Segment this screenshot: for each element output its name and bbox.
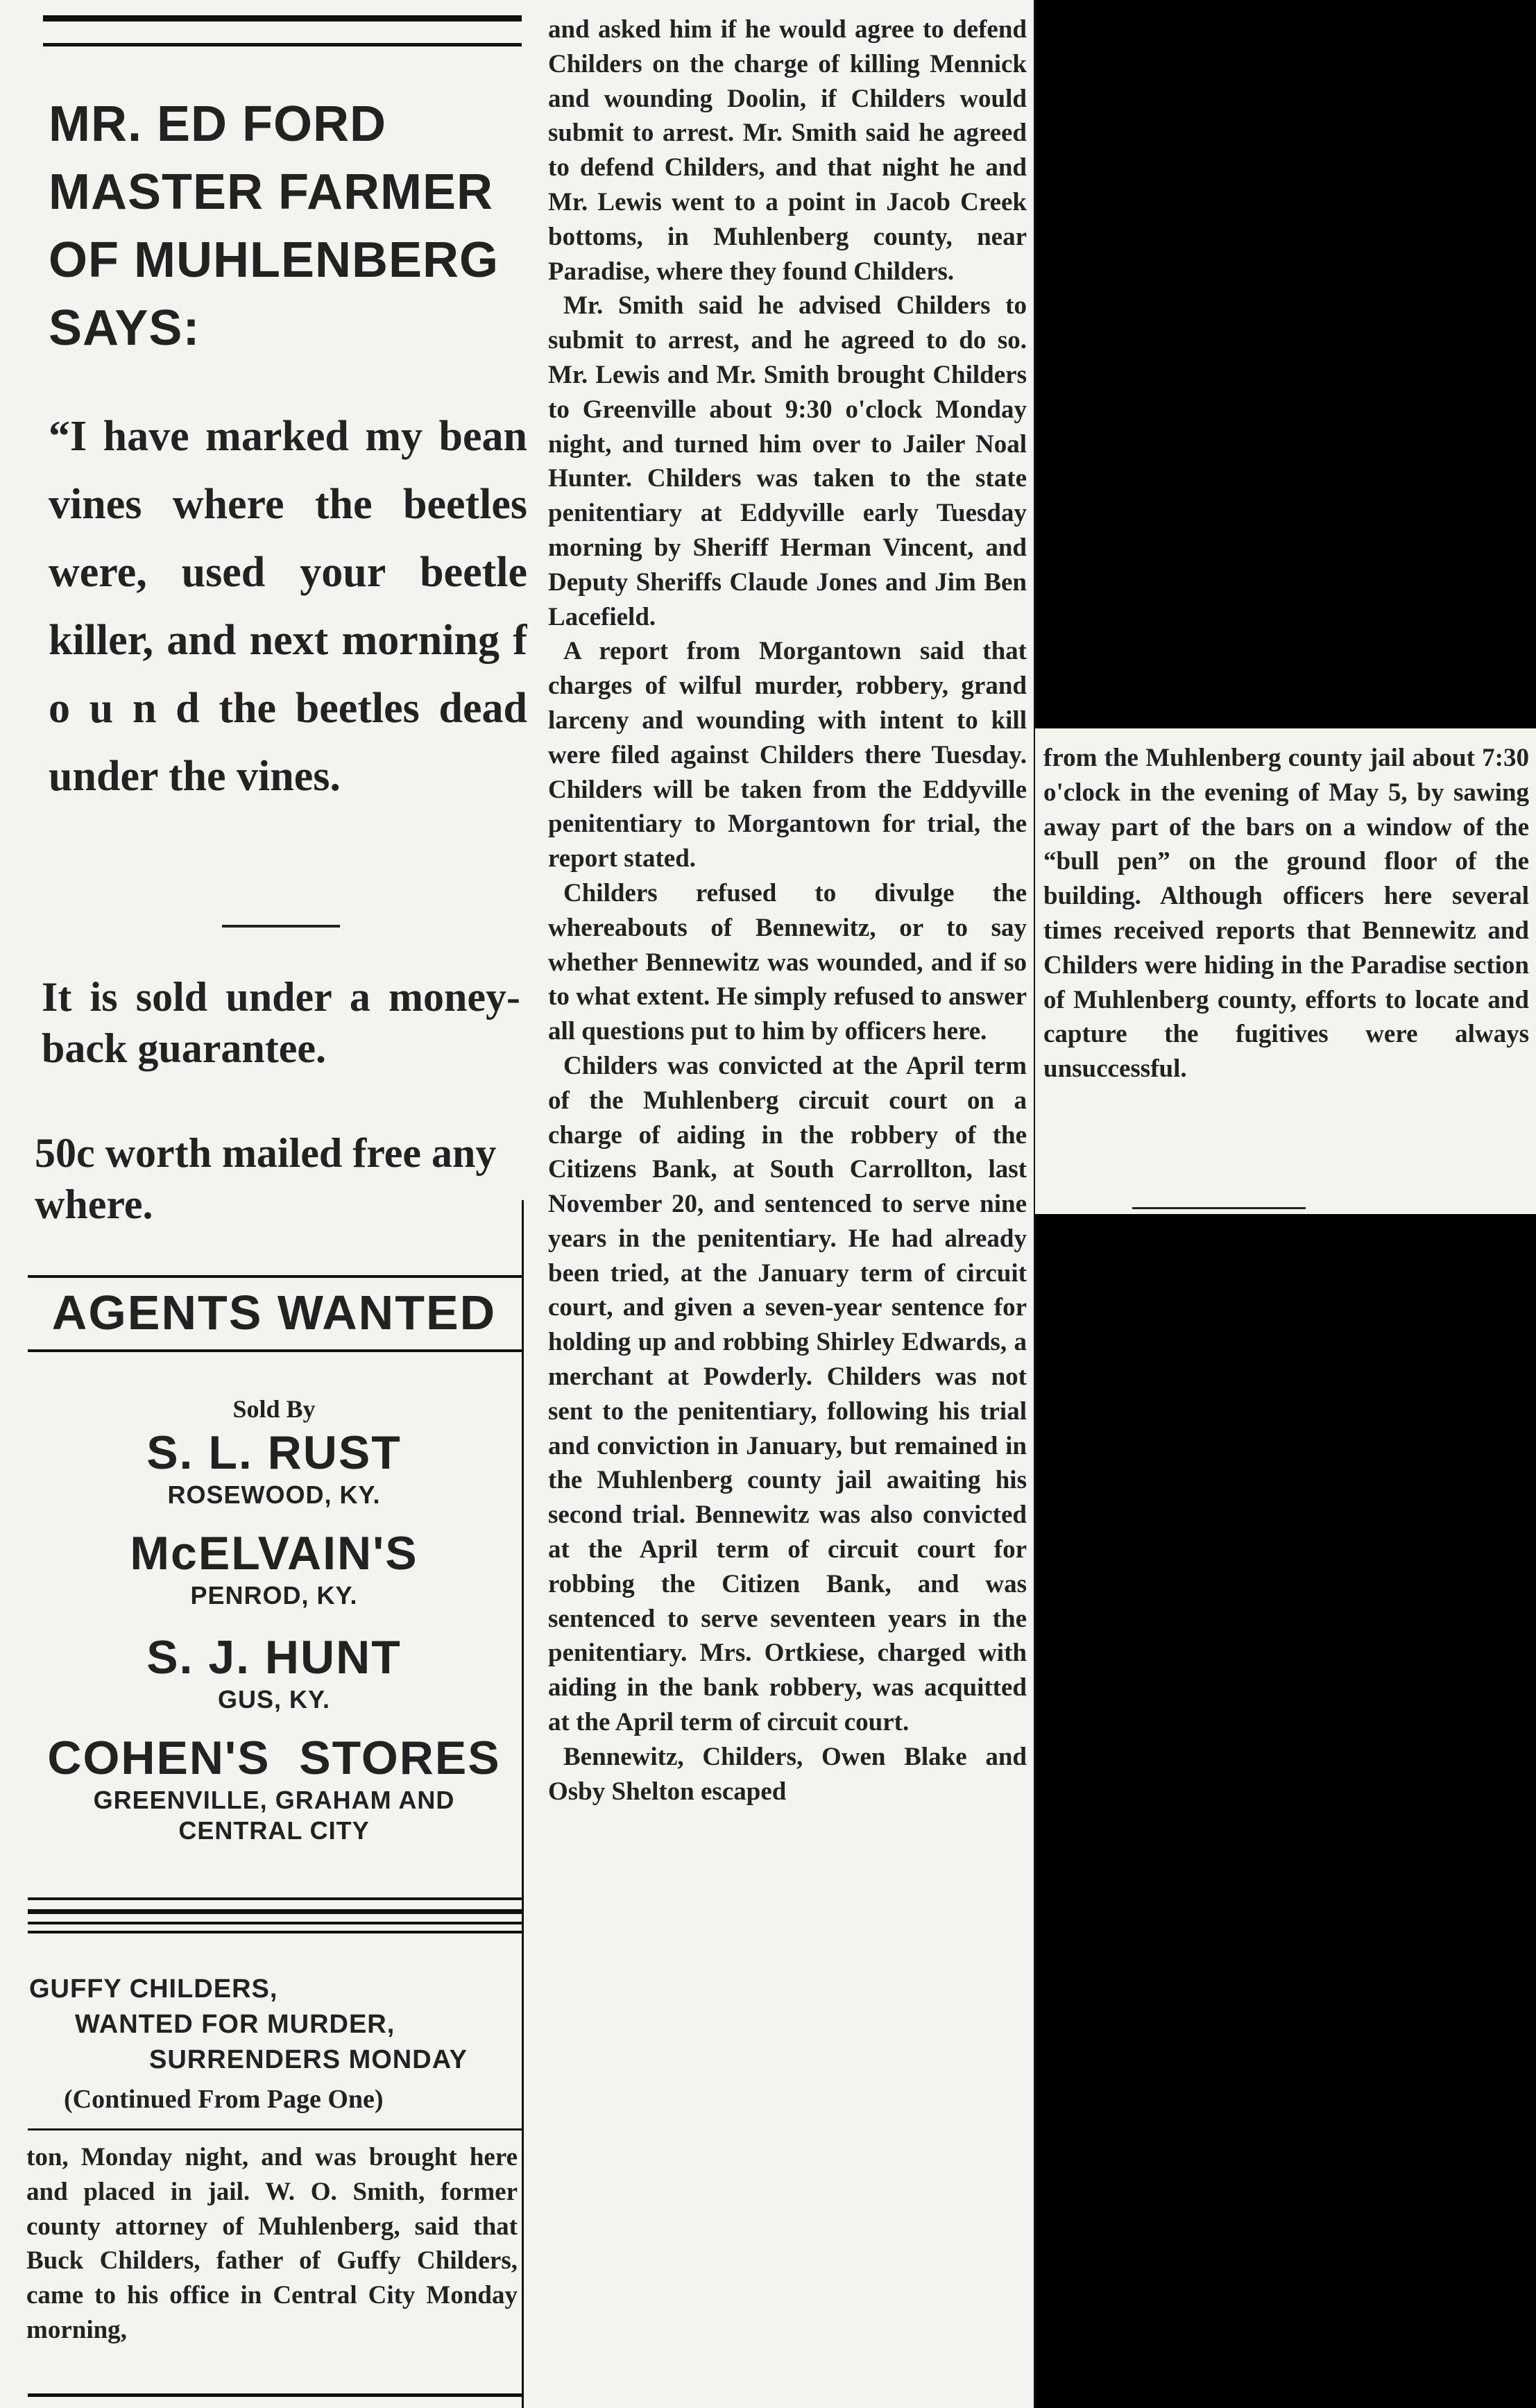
story-headline-line2: WANTED FOR MURDER,	[75, 2010, 395, 2039]
ad-end-rule-thick	[28, 1909, 522, 1914]
seller-name: S. J. HUNT	[146, 1631, 402, 1684]
story-paragraph: Childers was convicted at the April term of the Muhlenberg circuit court on a charge of aiding in the robbery of the Citizens Bank, at South Carrollton, last November 20, and sentenced to serve nine years in the penitentiary. He had already been tried, at the January term of circuit court, and given a seven-year sentence for holding up and robbing Shirley Edwards, a merchant at Powderly. Childers was not sent to the penitentiary, following his trial and conviction in January, but remained in the Muhlenberg county jail awaiting his second trial. Bennewitz was also convicted at the April term of circuit court for robbing the Citizen Bank, and was sentenced to serve seventeen years in the penitentiary. Mrs. Ortkiese, charged with aiding in the bank robbery, was acquitted at the April term of circuit court.	[548, 1051, 1027, 1737]
seller-location: CENTRAL CITY	[178, 1816, 370, 1845]
ad-headline-line: MR. ED FORD	[49, 96, 386, 152]
bottom-rule	[28, 2393, 522, 2397]
ad-free-offer: 50c worth mailed free any where.	[35, 1130, 497, 1227]
story-paragraph: ton, Monday night, and was brought here and placed in jail. W. O. Smith, former county attorney of Muhlenberg, said that Buck Childers, father of Guffy Childers, came to his office in Central City Monday morning,	[26, 2143, 518, 2344]
story-paragraph: Mr. Smith said he advised Childers to submit to arrest, and he agreed to do so. Mr. Lewis and Mr. Smith brought Childers to Greenville about 9:30 o'clock Monday night, and turned him over to Jailer Noal Hunter. Childers was taken to the state penitentiary at Eddyville early Tuesday morning by Sheriff Herman Vincent, and Deputy Sheriffs Claude Jones and Jim Ben Lacefield.	[548, 291, 1027, 631]
seller-entry	[28, 1630, 520, 1715]
seller-name: COHEN'S STORES	[47, 1732, 501, 1784]
right-column	[1035, 728, 1536, 1214]
headline-rule	[28, 2128, 522, 2131]
seller-entry	[28, 1426, 520, 1510]
seller-location: PENROD, KY.	[190, 1581, 358, 1609]
ad-headline	[49, 90, 527, 362]
agents-wanted-heading: AGENTS WANTED	[51, 1286, 497, 1340]
story-paragraph: A report from Morgantown said that charges of wilful murder, robbery, grand larceny and wounding with intent to kill were filed against Childers there Tuesday. Childers will be taken from the Eddyville penitentiary to Morgantown for trial, the report stated.	[548, 637, 1027, 873]
seller-entry	[28, 1731, 520, 1846]
top-double-rule	[43, 15, 522, 22]
story-end-rule	[1132, 1207, 1306, 1209]
top-rule-thin	[43, 43, 522, 46]
ad-headline-line: OF MUHLENBERG	[49, 232, 499, 288]
agents-rule-top	[28, 1275, 522, 1278]
ad-end-rule	[28, 1931, 522, 1933]
seller-name: McELVAIN'S	[130, 1527, 418, 1580]
ad-end-rule	[28, 1897, 522, 1900]
story-paragraph: Bennewitz, Childers, Owen Blake and Osby Shelton escaped	[548, 1742, 1027, 1806]
ad-headline-line: SAYS:	[49, 300, 200, 356]
ad-end-rule	[28, 1922, 522, 1924]
ad-testimonial-quote: “I have marked my bean vines where the beetles were, used your beetle killer, and next morning f o u n d the beetles dead under the vines.	[49, 413, 527, 800]
story-continued-note: (Continued From Page One)	[64, 2085, 384, 2114]
left-column	[0, 0, 527, 2408]
seller-location: GUS, KY.	[217, 1685, 331, 1714]
seller-entry	[28, 1526, 520, 1611]
seller-location: ROSEWOOD, KY.	[167, 1480, 381, 1509]
story-headline-line1: GUFFY CHILDERS,	[29, 1974, 278, 2004]
seller-name: S. L. RUST	[146, 1426, 402, 1479]
story-column-2	[548, 12, 1027, 1809]
column-rule	[522, 1200, 524, 2408]
story-column-1	[26, 2140, 518, 2348]
story-paragraph: and asked him if he would agree to defend Childers on the charge of killing Mennick and wounding Doolin, if Childers would submit to arrest. Mr. Smith said he agreed to defend Childers, and that night he and Mr. Lewis went to a point in Jacob Creek bottoms, in Muhlenberg county, near Paradise, where they found Childers.	[548, 15, 1027, 286]
agents-rule-bottom	[28, 1349, 522, 1352]
story-column-3	[1043, 741, 1529, 1086]
story-paragraph: from the Muhlenberg county jail about 7:30 o'clock in the evening of May 5, by sawing away part of the bars on a window of the “bull pen” on the ground floor of the building. Although officers here several times received reports that Bennewitz and Childers were hiding in the Paradise section of Muhlenberg county, efforts to locate and capture the fugitives were always unsuccessful.	[1043, 744, 1529, 1084]
ad-divider	[222, 925, 340, 928]
ad-headline-line: MASTER FARMER	[49, 164, 493, 220]
sold-by-label: Sold By	[232, 1395, 316, 1423]
ad-guarantee: It is sold under a money-back guarantee.	[42, 974, 520, 1071]
seller-location: GREENVILLE, GRAHAM AND	[93, 1786, 455, 1814]
story-paragraph: Childers refused to divulge the whereabouts of Bennewitz, or to say whether Bennewitz was wounded, and if so to what extent. He simply refused to answer all questions put to him by officers here.	[548, 878, 1027, 1046]
middle-column	[527, 0, 1035, 2408]
story-headline-line3: SURRENDERS MONDAY	[149, 2045, 468, 2074]
